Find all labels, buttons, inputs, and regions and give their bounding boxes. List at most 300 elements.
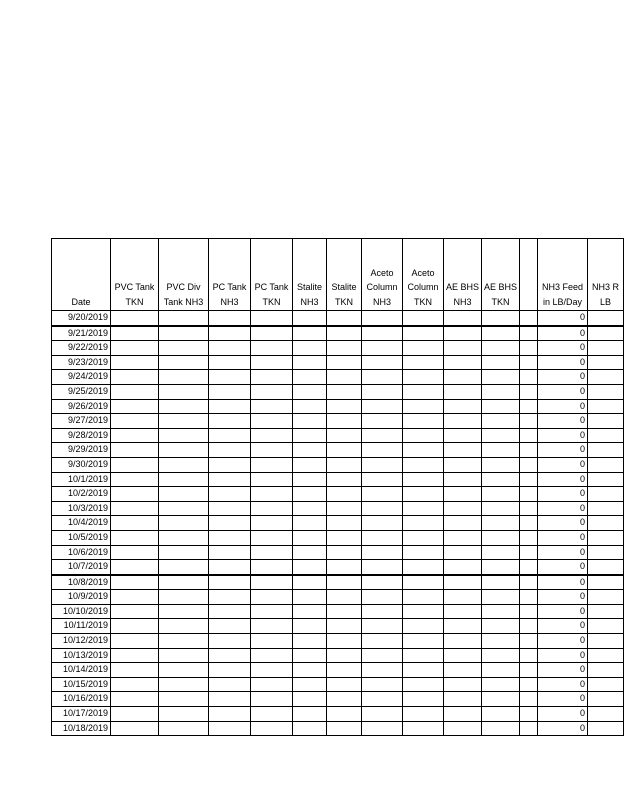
empty-cell[interactable]: [403, 428, 444, 443]
empty-cell[interactable]: [111, 575, 159, 590]
empty-cell[interactable]: [482, 721, 520, 736]
empty-cell[interactable]: [111, 634, 159, 649]
empty-cell[interactable]: [293, 428, 327, 443]
empty-cell[interactable]: [111, 443, 159, 458]
empty-cell[interactable]: [444, 516, 482, 531]
empty-cell[interactable]: [403, 370, 444, 385]
empty-cell[interactable]: [251, 604, 293, 619]
nh3-feed-cell[interactable]: 0: [538, 472, 588, 487]
empty-cell[interactable]: [403, 692, 444, 707]
empty-cell[interactable]: [444, 399, 482, 414]
empty-cell[interactable]: [159, 677, 209, 692]
empty-cell[interactable]: [482, 472, 520, 487]
empty-cell[interactable]: [444, 545, 482, 560]
empty-cell[interactable]: [251, 472, 293, 487]
empty-cell[interactable]: [588, 384, 624, 399]
empty-cell[interactable]: [111, 384, 159, 399]
empty-cell[interactable]: [111, 414, 159, 429]
empty-cell[interactable]: [251, 575, 293, 590]
date-cell[interactable]: 9/21/2019: [52, 326, 111, 341]
empty-cell[interactable]: [327, 414, 362, 429]
empty-cell[interactable]: [403, 487, 444, 502]
empty-cell[interactable]: [209, 487, 251, 502]
empty-cell[interactable]: [482, 619, 520, 634]
empty-cell[interactable]: [482, 443, 520, 458]
date-cell[interactable]: 10/7/2019: [52, 560, 111, 575]
empty-cell[interactable]: [209, 619, 251, 634]
empty-cell[interactable]: [251, 648, 293, 663]
empty-cell[interactable]: [520, 634, 538, 649]
empty-cell[interactable]: [520, 399, 538, 414]
empty-cell[interactable]: [444, 575, 482, 590]
empty-cell[interactable]: [159, 457, 209, 472]
empty-cell[interactable]: [588, 604, 624, 619]
empty-cell[interactable]: [209, 707, 251, 722]
empty-cell[interactable]: [111, 648, 159, 663]
empty-cell[interactable]: [327, 545, 362, 560]
empty-cell[interactable]: [362, 487, 403, 502]
empty-cell[interactable]: [159, 487, 209, 502]
date-cell[interactable]: 10/16/2019: [52, 692, 111, 707]
empty-cell[interactable]: [588, 355, 624, 370]
empty-cell[interactable]: [111, 604, 159, 619]
empty-cell[interactable]: [209, 545, 251, 560]
empty-cell[interactable]: [482, 501, 520, 516]
empty-cell[interactable]: [159, 428, 209, 443]
empty-cell[interactable]: [362, 501, 403, 516]
empty-cell[interactable]: [588, 326, 624, 341]
empty-cell[interactable]: [403, 575, 444, 590]
empty-cell[interactable]: [159, 443, 209, 458]
empty-cell[interactable]: [444, 501, 482, 516]
empty-cell[interactable]: [520, 428, 538, 443]
empty-cell[interactable]: [588, 530, 624, 545]
empty-cell[interactable]: [588, 311, 624, 326]
date-cell[interactable]: 10/2/2019: [52, 487, 111, 502]
empty-cell[interactable]: [403, 384, 444, 399]
empty-cell[interactable]: [209, 355, 251, 370]
empty-cell[interactable]: [520, 530, 538, 545]
empty-cell[interactable]: [444, 530, 482, 545]
date-cell[interactable]: 10/13/2019: [52, 648, 111, 663]
empty-cell[interactable]: [209, 663, 251, 678]
empty-cell[interactable]: [520, 355, 538, 370]
empty-cell[interactable]: [209, 560, 251, 575]
empty-cell[interactable]: [209, 428, 251, 443]
empty-cell[interactable]: [251, 634, 293, 649]
date-cell[interactable]: 9/30/2019: [52, 457, 111, 472]
empty-cell[interactable]: [111, 311, 159, 326]
empty-cell[interactable]: [293, 619, 327, 634]
empty-cell[interactable]: [327, 487, 362, 502]
empty-cell[interactable]: [251, 721, 293, 736]
empty-cell[interactable]: [251, 516, 293, 531]
empty-cell[interactable]: [111, 530, 159, 545]
date-cell[interactable]: 9/26/2019: [52, 399, 111, 414]
empty-cell[interactable]: [362, 692, 403, 707]
date-cell[interactable]: 10/12/2019: [52, 634, 111, 649]
empty-cell[interactable]: [159, 634, 209, 649]
empty-cell[interactable]: [403, 590, 444, 605]
empty-cell[interactable]: [588, 516, 624, 531]
empty-cell[interactable]: [111, 590, 159, 605]
empty-cell[interactable]: [159, 326, 209, 341]
empty-cell[interactable]: [362, 414, 403, 429]
empty-cell[interactable]: [444, 487, 482, 502]
date-cell[interactable]: 10/17/2019: [52, 707, 111, 722]
nh3-feed-cell[interactable]: 0: [538, 428, 588, 443]
empty-cell[interactable]: [251, 501, 293, 516]
empty-cell[interactable]: [251, 414, 293, 429]
nh3-feed-cell[interactable]: 0: [538, 414, 588, 429]
empty-cell[interactable]: [444, 590, 482, 605]
empty-cell[interactable]: [482, 516, 520, 531]
empty-cell[interactable]: [159, 311, 209, 326]
empty-cell[interactable]: [444, 326, 482, 341]
empty-cell[interactable]: [327, 604, 362, 619]
empty-cell[interactable]: [482, 590, 520, 605]
empty-cell[interactable]: [209, 692, 251, 707]
empty-cell[interactable]: [362, 370, 403, 385]
empty-cell[interactable]: [159, 648, 209, 663]
empty-cell[interactable]: [293, 663, 327, 678]
empty-cell[interactable]: [444, 721, 482, 736]
empty-cell[interactable]: [588, 370, 624, 385]
empty-cell[interactable]: [111, 663, 159, 678]
nh3-feed-cell[interactable]: 0: [538, 604, 588, 619]
empty-cell[interactable]: [482, 355, 520, 370]
empty-cell[interactable]: [293, 399, 327, 414]
empty-cell[interactable]: [251, 530, 293, 545]
nh3-feed-cell[interactable]: 0: [538, 370, 588, 385]
empty-cell[interactable]: [403, 355, 444, 370]
empty-cell[interactable]: [444, 428, 482, 443]
nh3-feed-cell[interactable]: 0: [538, 326, 588, 341]
nh3-feed-cell[interactable]: 0: [538, 619, 588, 634]
nh3-feed-cell[interactable]: 0: [538, 692, 588, 707]
empty-cell[interactable]: [111, 399, 159, 414]
empty-cell[interactable]: [251, 457, 293, 472]
empty-cell[interactable]: [111, 501, 159, 516]
empty-cell[interactable]: [482, 341, 520, 356]
empty-cell[interactable]: [444, 619, 482, 634]
empty-cell[interactable]: [293, 634, 327, 649]
empty-cell[interactable]: [159, 721, 209, 736]
empty-cell[interactable]: [362, 341, 403, 356]
empty-cell[interactable]: [293, 677, 327, 692]
empty-cell[interactable]: [159, 399, 209, 414]
empty-cell[interactable]: [159, 530, 209, 545]
empty-cell[interactable]: [362, 443, 403, 458]
empty-cell[interactable]: [111, 472, 159, 487]
empty-cell[interactable]: [327, 457, 362, 472]
empty-cell[interactable]: [111, 692, 159, 707]
empty-cell[interactable]: [520, 663, 538, 678]
empty-cell[interactable]: [588, 575, 624, 590]
nh3-feed-cell[interactable]: 0: [538, 355, 588, 370]
empty-cell[interactable]: [293, 604, 327, 619]
empty-cell[interactable]: [293, 384, 327, 399]
empty-cell[interactable]: [403, 619, 444, 634]
nh3-feed-cell[interactable]: 0: [538, 648, 588, 663]
empty-cell[interactable]: [588, 428, 624, 443]
empty-cell[interactable]: [362, 399, 403, 414]
empty-cell[interactable]: [327, 399, 362, 414]
empty-cell[interactable]: [251, 677, 293, 692]
empty-cell[interactable]: [327, 677, 362, 692]
nh3-feed-cell[interactable]: 0: [538, 545, 588, 560]
empty-cell[interactable]: [362, 590, 403, 605]
empty-cell[interactable]: [444, 355, 482, 370]
nh3-feed-cell[interactable]: 0: [538, 457, 588, 472]
empty-cell[interactable]: [293, 648, 327, 663]
empty-cell[interactable]: [327, 355, 362, 370]
empty-cell[interactable]: [482, 604, 520, 619]
empty-cell[interactable]: [327, 721, 362, 736]
date-cell[interactable]: 9/28/2019: [52, 428, 111, 443]
date-cell[interactable]: 10/11/2019: [52, 619, 111, 634]
empty-cell[interactable]: [327, 326, 362, 341]
empty-cell[interactable]: [403, 341, 444, 356]
empty-cell[interactable]: [482, 326, 520, 341]
empty-cell[interactable]: [209, 501, 251, 516]
empty-cell[interactable]: [159, 604, 209, 619]
empty-cell[interactable]: [482, 677, 520, 692]
empty-cell[interactable]: [251, 370, 293, 385]
empty-cell[interactable]: [159, 663, 209, 678]
empty-cell[interactable]: [293, 545, 327, 560]
empty-cell[interactable]: [482, 370, 520, 385]
empty-cell[interactable]: [482, 530, 520, 545]
empty-cell[interactable]: [251, 692, 293, 707]
empty-cell[interactable]: [111, 707, 159, 722]
empty-cell[interactable]: [588, 692, 624, 707]
empty-cell[interactable]: [520, 707, 538, 722]
empty-cell[interactable]: [520, 590, 538, 605]
empty-cell[interactable]: [293, 370, 327, 385]
empty-cell[interactable]: [482, 457, 520, 472]
date-cell[interactable]: 10/8/2019: [52, 575, 111, 590]
date-cell[interactable]: 9/22/2019: [52, 341, 111, 356]
empty-cell[interactable]: [327, 707, 362, 722]
empty-cell[interactable]: [251, 355, 293, 370]
empty-cell[interactable]: [111, 355, 159, 370]
empty-cell[interactable]: [520, 648, 538, 663]
empty-cell[interactable]: [209, 399, 251, 414]
empty-cell[interactable]: [327, 590, 362, 605]
empty-cell[interactable]: [403, 399, 444, 414]
empty-cell[interactable]: [482, 663, 520, 678]
empty-cell[interactable]: [327, 663, 362, 678]
empty-cell[interactable]: [444, 384, 482, 399]
empty-cell[interactable]: [482, 545, 520, 560]
empty-cell[interactable]: [209, 721, 251, 736]
empty-cell[interactable]: [482, 707, 520, 722]
date-cell[interactable]: 10/4/2019: [52, 516, 111, 531]
empty-cell[interactable]: [362, 472, 403, 487]
empty-cell[interactable]: [362, 721, 403, 736]
empty-cell[interactable]: [159, 472, 209, 487]
empty-cell[interactable]: [520, 457, 538, 472]
empty-cell[interactable]: [520, 545, 538, 560]
empty-cell[interactable]: [159, 501, 209, 516]
empty-cell[interactable]: [362, 648, 403, 663]
empty-cell[interactable]: [327, 384, 362, 399]
empty-cell[interactable]: [209, 575, 251, 590]
empty-cell[interactable]: [403, 663, 444, 678]
empty-cell[interactable]: [588, 619, 624, 634]
empty-cell[interactable]: [293, 341, 327, 356]
empty-cell[interactable]: [159, 707, 209, 722]
empty-cell[interactable]: [444, 648, 482, 663]
empty-cell[interactable]: [403, 677, 444, 692]
empty-cell[interactable]: [111, 545, 159, 560]
empty-cell[interactable]: [520, 575, 538, 590]
empty-cell[interactable]: [209, 677, 251, 692]
empty-cell[interactable]: [482, 634, 520, 649]
nh3-feed-cell[interactable]: 0: [538, 677, 588, 692]
nh3-feed-cell[interactable]: 0: [538, 341, 588, 356]
empty-cell[interactable]: [482, 384, 520, 399]
empty-cell[interactable]: [520, 604, 538, 619]
empty-cell[interactable]: [327, 341, 362, 356]
empty-cell[interactable]: [293, 487, 327, 502]
date-cell[interactable]: 10/14/2019: [52, 663, 111, 678]
empty-cell[interactable]: [520, 443, 538, 458]
date-cell[interactable]: 10/5/2019: [52, 530, 111, 545]
empty-cell[interactable]: [520, 487, 538, 502]
empty-cell[interactable]: [588, 721, 624, 736]
empty-cell[interactable]: [403, 457, 444, 472]
empty-cell[interactable]: [111, 341, 159, 356]
nh3-feed-cell[interactable]: 0: [538, 707, 588, 722]
nh3-feed-cell[interactable]: 0: [538, 399, 588, 414]
empty-cell[interactable]: [111, 721, 159, 736]
empty-cell[interactable]: [444, 692, 482, 707]
empty-cell[interactable]: [159, 355, 209, 370]
empty-cell[interactable]: [444, 634, 482, 649]
empty-cell[interactable]: [209, 370, 251, 385]
empty-cell[interactable]: [520, 501, 538, 516]
nh3-feed-cell[interactable]: 0: [538, 575, 588, 590]
empty-cell[interactable]: [111, 677, 159, 692]
empty-cell[interactable]: [111, 619, 159, 634]
empty-cell[interactable]: [403, 326, 444, 341]
empty-cell[interactable]: [520, 311, 538, 326]
empty-cell[interactable]: [159, 516, 209, 531]
empty-cell[interactable]: [293, 707, 327, 722]
empty-cell[interactable]: [444, 472, 482, 487]
empty-cell[interactable]: [209, 516, 251, 531]
empty-cell[interactable]: [403, 634, 444, 649]
empty-cell[interactable]: [159, 575, 209, 590]
nh3-feed-cell[interactable]: 0: [538, 443, 588, 458]
empty-cell[interactable]: [588, 399, 624, 414]
empty-cell[interactable]: [444, 414, 482, 429]
empty-cell[interactable]: [293, 355, 327, 370]
empty-cell[interactable]: [251, 707, 293, 722]
empty-cell[interactable]: [209, 311, 251, 326]
empty-cell[interactable]: [293, 590, 327, 605]
empty-cell[interactable]: [444, 341, 482, 356]
empty-cell[interactable]: [444, 707, 482, 722]
nh3-feed-cell[interactable]: 0: [538, 663, 588, 678]
empty-cell[interactable]: [111, 370, 159, 385]
empty-cell[interactable]: [403, 443, 444, 458]
empty-cell[interactable]: [403, 560, 444, 575]
empty-cell[interactable]: [520, 326, 538, 341]
empty-cell[interactable]: [403, 311, 444, 326]
empty-cell[interactable]: [520, 677, 538, 692]
empty-cell[interactable]: [444, 370, 482, 385]
nh3-feed-cell[interactable]: 0: [538, 590, 588, 605]
empty-cell[interactable]: [403, 414, 444, 429]
empty-cell[interactable]: [251, 311, 293, 326]
empty-cell[interactable]: [403, 604, 444, 619]
empty-cell[interactable]: [209, 414, 251, 429]
empty-cell[interactable]: [111, 428, 159, 443]
date-cell[interactable]: 10/1/2019: [52, 472, 111, 487]
empty-cell[interactable]: [362, 384, 403, 399]
empty-cell[interactable]: [520, 341, 538, 356]
empty-cell[interactable]: [293, 326, 327, 341]
empty-cell[interactable]: [403, 530, 444, 545]
empty-cell[interactable]: [520, 721, 538, 736]
empty-cell[interactable]: [588, 501, 624, 516]
empty-cell[interactable]: [293, 311, 327, 326]
empty-cell[interactable]: [362, 326, 403, 341]
empty-cell[interactable]: [520, 560, 538, 575]
empty-cell[interactable]: [111, 516, 159, 531]
date-cell[interactable]: 9/25/2019: [52, 384, 111, 399]
date-cell[interactable]: 10/3/2019: [52, 501, 111, 516]
empty-cell[interactable]: [159, 384, 209, 399]
empty-cell[interactable]: [293, 443, 327, 458]
empty-cell[interactable]: [588, 443, 624, 458]
empty-cell[interactable]: [588, 341, 624, 356]
empty-cell[interactable]: [482, 692, 520, 707]
empty-cell[interactable]: [444, 604, 482, 619]
empty-cell[interactable]: [293, 560, 327, 575]
nh3-feed-cell[interactable]: 0: [538, 721, 588, 736]
empty-cell[interactable]: [209, 634, 251, 649]
empty-cell[interactable]: [444, 560, 482, 575]
empty-cell[interactable]: [403, 648, 444, 663]
empty-cell[interactable]: [403, 501, 444, 516]
empty-cell[interactable]: [362, 560, 403, 575]
empty-cell[interactable]: [293, 721, 327, 736]
empty-cell[interactable]: [588, 707, 624, 722]
empty-cell[interactable]: [159, 692, 209, 707]
date-cell[interactable]: 9/29/2019: [52, 443, 111, 458]
empty-cell[interactable]: [293, 501, 327, 516]
empty-cell[interactable]: [482, 575, 520, 590]
date-cell[interactable]: 9/20/2019: [52, 311, 111, 326]
empty-cell[interactable]: [482, 414, 520, 429]
empty-cell[interactable]: [520, 414, 538, 429]
empty-cell[interactable]: [482, 648, 520, 663]
empty-cell[interactable]: [482, 560, 520, 575]
empty-cell[interactable]: [209, 530, 251, 545]
nh3-feed-cell[interactable]: 0: [538, 384, 588, 399]
empty-cell[interactable]: [209, 443, 251, 458]
empty-cell[interactable]: [588, 648, 624, 663]
empty-cell[interactable]: [588, 634, 624, 649]
empty-cell[interactable]: [444, 457, 482, 472]
empty-cell[interactable]: [327, 428, 362, 443]
empty-cell[interactable]: [327, 472, 362, 487]
empty-cell[interactable]: [327, 560, 362, 575]
